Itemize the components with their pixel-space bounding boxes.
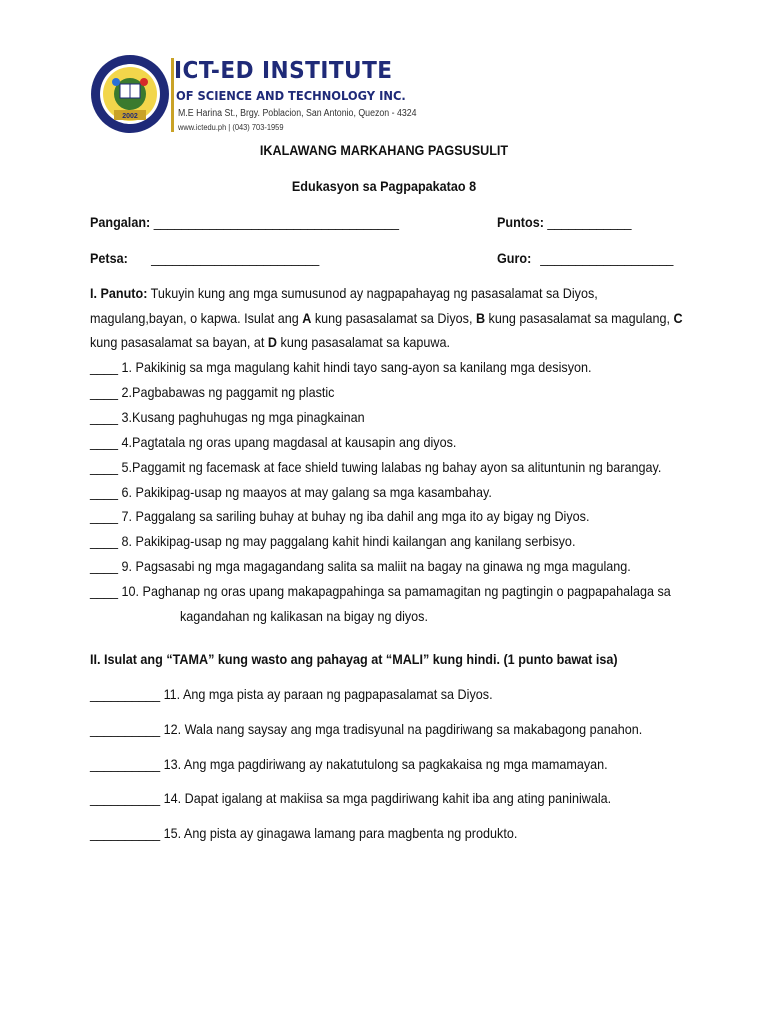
part1-item-row bbox=[90, 484, 492, 500]
part1-answer-blank[interactable]: ____ bbox=[90, 533, 119, 550]
part1-answer-blank[interactable]: ____ bbox=[90, 458, 119, 475]
name-line[interactable]: ___________________________________ bbox=[153, 214, 399, 230]
date-line[interactable]: ________________________ bbox=[151, 250, 320, 266]
institute-name: ICT-ED INSTITUTE bbox=[174, 58, 393, 84]
part1-item-row bbox=[90, 533, 575, 549]
part1-instr-1: Tukuyin kung ang mga sumusunod ay nagpapahayag ng pasasalamat sa Diyos, bbox=[150, 285, 598, 301]
part1-answer-blank[interactable]: ____ bbox=[90, 433, 119, 450]
part1-item-row bbox=[90, 384, 334, 400]
part1-instruction-line1 bbox=[90, 285, 598, 301]
part1-item-text: 10. Paghanap ng oras upang makapagpahinga sa pamamagitan ng pagtingin o pagpapahalaga sa bbox=[118, 583, 671, 600]
date-field[interactable] bbox=[90, 250, 319, 266]
part1-answer-blank[interactable]: ____ bbox=[90, 359, 119, 375]
score-field[interactable] bbox=[497, 214, 631, 230]
teacher-label: Guro: bbox=[497, 250, 532, 266]
part2-answer-blank[interactable]: __________ bbox=[90, 686, 161, 702]
part2-item-text: 12. Wala nang saysay ang mga tradisyunal na pagdiriwang sa makabagong panahon. bbox=[160, 720, 643, 737]
part1-instr-3b: kung pasasalamat sa kapuwa. bbox=[277, 334, 451, 350]
part2-item-text: 13. Ang mga pagdiriwang ay nakatutulong sa pagkakaisa ng mga mamamayan. bbox=[160, 755, 608, 772]
part1-item-text: 5.Paggamit ng facemask at face shield tuwing lalabas ng bahay ayon sa alituntunin ng barangay. bbox=[118, 458, 662, 475]
school-seal-icon bbox=[90, 54, 170, 134]
part1-instr-2b: kung pasasalamat sa Diyos, bbox=[311, 310, 476, 326]
part1-item-text: 4.Pagtatala ng oras upang magdasal at kausapin ang diyos. bbox=[118, 433, 457, 450]
name-field[interactable] bbox=[90, 214, 399, 230]
part1-answer-blank[interactable]: ____ bbox=[90, 483, 119, 500]
letter-c: C bbox=[673, 310, 683, 326]
part2-item-text: 15. Ang pista ay ginagawa lamang para magbenta ng produkto. bbox=[160, 825, 518, 842]
part1-instr-2a: magulang,bayan, o kapwa. Isulat ang bbox=[90, 310, 303, 326]
institute-address: M.E Harina St., Brgy. Poblacion, San Antonio, Quezon - 4324 bbox=[178, 108, 417, 119]
letter-a: A bbox=[302, 310, 312, 326]
part1-item-text: 2.Pagbabawas ng paggamit ng plastic bbox=[118, 383, 335, 400]
part1-item-row bbox=[90, 583, 671, 599]
item10-continuation: kagandahan ng kalikasan na bigay ng diyos. bbox=[180, 608, 428, 624]
part1-item-text: 7. Paggalang sa sariling buhay at buhay ng iba dahil ang mga ito ay bigay ng Diyos. bbox=[118, 508, 590, 525]
part1-item-text: 1. Pakikinig sa mga magulang kahit hindi tayo sang-ayon sa kanilang mga desisyon. bbox=[118, 359, 592, 375]
subject-title: Edukasyon sa Pagpapakatao 8 bbox=[291, 178, 477, 194]
part1-item-text: 6. Pakikipag-usap ng maayos at may galang sa mga kasambahay. bbox=[118, 483, 492, 500]
part2-item-row bbox=[90, 686, 493, 702]
part2-item-row bbox=[90, 721, 642, 737]
name-label: Pangalan: bbox=[90, 214, 151, 230]
part2-answer-blank[interactable]: __________ bbox=[90, 790, 161, 807]
part1-answer-blank[interactable]: ____ bbox=[90, 408, 119, 425]
date-label: Petsa: bbox=[90, 250, 128, 266]
part1-answer-blank[interactable]: ____ bbox=[90, 508, 119, 525]
teacher-field[interactable] bbox=[497, 250, 673, 266]
part1-item-row bbox=[90, 434, 456, 450]
part2-heading: II. Isulat ang “TAMA” kung wasto ang pahayag at “MALI” kung hindi. (1 punto bawat isa) bbox=[90, 651, 618, 667]
part2-answer-blank[interactable]: __________ bbox=[90, 755, 161, 772]
part1-item-row bbox=[90, 558, 631, 574]
teacher-line[interactable]: ___________________ bbox=[540, 250, 674, 266]
part2-item-row bbox=[90, 790, 611, 806]
part2-item-row bbox=[90, 756, 608, 772]
part1-answer-blank[interactable]: ____ bbox=[90, 583, 119, 600]
part1-item-text: 9. Pagsasabi ng mga magagandang salita sa maliit na bagay na ginawa ng mga magulang. bbox=[118, 558, 631, 575]
part1-item-text: 3.Kusang paghuhugas ng mga pinagkainan bbox=[118, 408, 365, 425]
part2-item-text: 11. Ang mga pista ay paraan ng pagpapasalamat sa Diyos. bbox=[160, 686, 493, 702]
part1-item-row bbox=[90, 459, 661, 475]
part1-instr-2c: kung pasasalamat sa magulang, bbox=[485, 310, 674, 326]
institute-contact: www.ictedu.ph | (043) 703-1959 bbox=[178, 122, 284, 132]
part1-item-row bbox=[90, 409, 365, 425]
institute-subtitle: OF SCIENCE AND TECHNOLOGY INC. bbox=[176, 89, 406, 103]
seal-year: 2002 bbox=[122, 113, 138, 120]
score-line[interactable]: ____________ bbox=[547, 214, 632, 230]
exam-title: IKALAWANG MARKAHANG PAGSUSULIT bbox=[259, 142, 509, 158]
part1-answer-blank[interactable]: ____ bbox=[90, 383, 119, 400]
part2-answer-blank[interactable]: __________ bbox=[90, 825, 161, 842]
part2-item-row bbox=[90, 825, 517, 841]
part1-item-row bbox=[90, 359, 592, 375]
part1-item-row bbox=[90, 508, 589, 524]
part1-item-text: 8. Pakikipag-usap ng may paggalang kahit hindi kailangan ang kanilang serbisyo. bbox=[118, 533, 576, 550]
part2-answer-blank[interactable]: __________ bbox=[90, 720, 161, 737]
part1-instr-3a: kung pasasalamat sa bayan, at bbox=[90, 334, 268, 350]
score-label: Puntos: bbox=[497, 214, 544, 230]
letter-b: B bbox=[475, 310, 486, 326]
part1-instruction-line2 bbox=[90, 310, 683, 326]
letter-d: D bbox=[267, 334, 278, 350]
letterhead bbox=[88, 52, 448, 140]
part1-instruction-line3 bbox=[90, 334, 450, 350]
part1-heading: I. Panuto: bbox=[90, 285, 148, 301]
part1-answer-blank[interactable]: ____ bbox=[90, 558, 119, 575]
part2-item-text: 14. Dapat igalang at makiisa sa mga pagdiriwang kahit iba ang ating paniniwala. bbox=[160, 790, 612, 807]
